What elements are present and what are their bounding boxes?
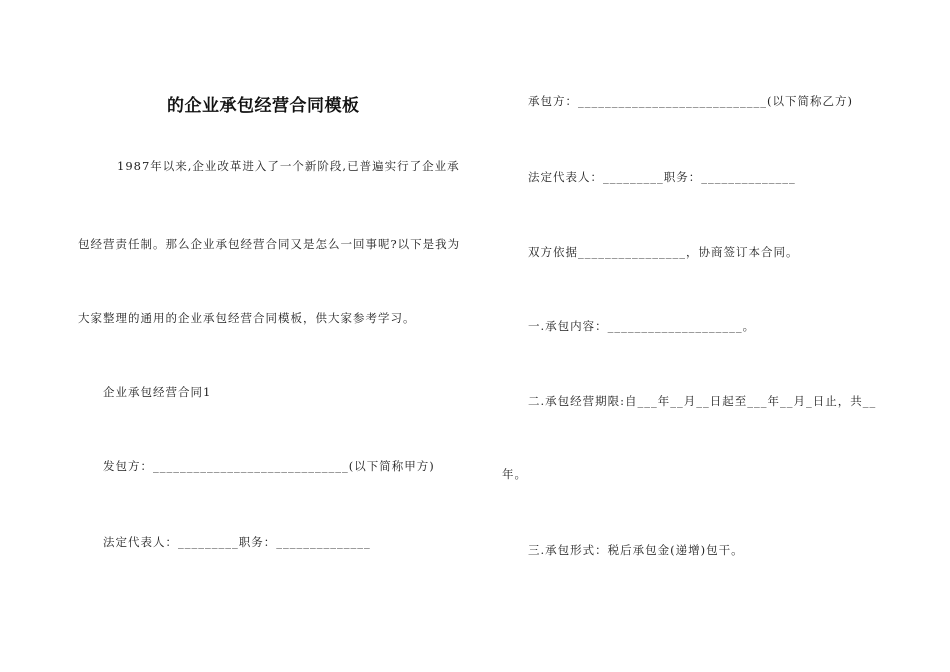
- legal-rep-line-right: 法定代表人：_________职务：______________: [528, 170, 796, 184]
- clause-term-continued: 年。: [502, 467, 527, 481]
- basis-line: 双方依据________________，协商签订本合同。: [528, 245, 799, 259]
- document-title: 的企业承包经营合同模板: [167, 96, 360, 116]
- legal-rep-line-left: 法定代表人：_________职务：______________: [103, 535, 371, 549]
- clause-term: 二.承包经营期限:自___年__月__日起至___年__月_日止，共__: [528, 394, 877, 408]
- contractor-line: 承包方：____________________________(以下简称乙方): [528, 94, 853, 108]
- contract-heading: 企业承包经营合同1: [103, 385, 212, 399]
- paragraph-line-1: 1987年以来,企业改革进入了一个新阶段,已普遍实行了企业承: [117, 159, 460, 173]
- clause-content: 一.承包内容：____________________。: [528, 319, 756, 333]
- paragraph-line-3: 大家整理的通用的企业承包经营合同模板，供大家参考学习。: [78, 311, 416, 325]
- contracting-party-line: 发包方：_____________________________(以下简称甲方): [103, 459, 435, 473]
- paragraph-line-2: 包经营责任制。那么企业承包经营合同又是怎么一回事呢?以下是我为: [78, 237, 461, 251]
- clause-form: 三.承包形式：税后承包金(递增)包干。: [528, 543, 744, 557]
